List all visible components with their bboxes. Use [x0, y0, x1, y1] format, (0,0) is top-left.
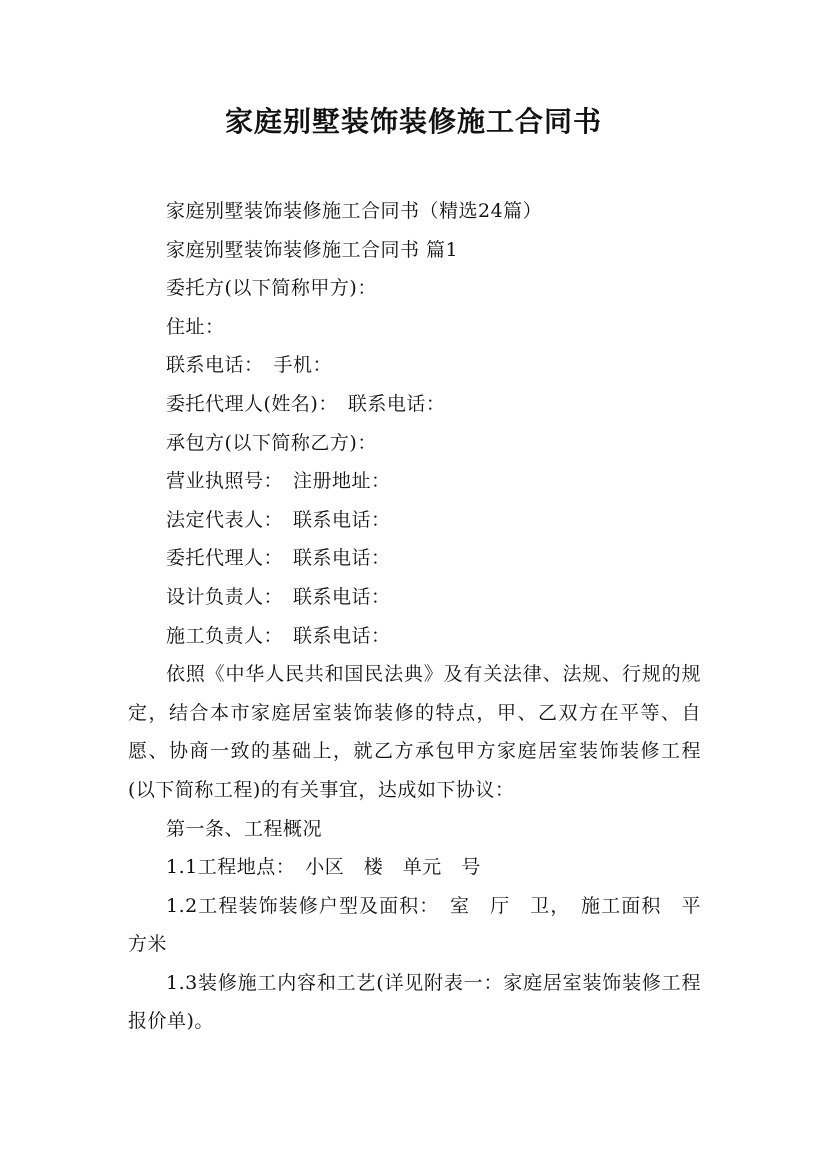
paragraph-section-1: 第一条、工程概况 [166, 817, 323, 840]
paragraph-party-b: 承包方(以下简称乙方)： [166, 431, 377, 454]
paragraph-design-lead: 设计负责人： 联系电话： [166, 585, 391, 608]
paragraph-legal-rep: 法定代表人： 联系电话： [166, 508, 391, 531]
paragraph-subtitle: 家庭别墅装饰装修施工合同书（精选24篇） [166, 200, 543, 222]
document-title: 家庭别墅装饰装修施工合同书 [224, 105, 602, 138]
paragraph-license: 营业执照号： 注册地址： [166, 470, 391, 493]
paragraph-party-a: 委托方(以下简称甲方)： [166, 277, 377, 300]
paragraph-1-2: 1.2工程装饰装修户型及面积： 室 厅 卫， 施工面积 平方米 [128, 894, 701, 956]
paragraph-1-1: 1.1工程地点： 小区 楼 单元 号 [166, 856, 481, 879]
paragraph-1-3: 1.3装修施工内容和工艺(详见附表一：家庭居室装饰装修工程报价单)。 [128, 971, 701, 1033]
paragraph-agent-b: 委托代理人： 联系电话： [166, 547, 391, 570]
paragraph-article-heading: 家庭别墅装饰装修施工合同书 篇1 [166, 238, 459, 261]
paragraph-preamble: 依照《中华人民共和国民法典》及有关法律、法规、行规的规定，结合本市家庭居室装饰装修的特点，甲、乙双方在平等、自愿、协商一致的基础上，就乙方承包甲方家庭居室装饰装修工程(以下简称工程)的有关事宜，达成如下协议： [128, 663, 701, 801]
paragraph-agent-a: 委托代理人(姓名)： 联系电话： [166, 392, 446, 415]
paragraph-address: 住址： [166, 315, 225, 338]
paragraph-construction-lead: 施工负责人： 联系电话： [166, 624, 391, 647]
document-body [128, 192, 701, 1041]
paragraph-phone: 联系电话： 手机： [166, 354, 333, 377]
